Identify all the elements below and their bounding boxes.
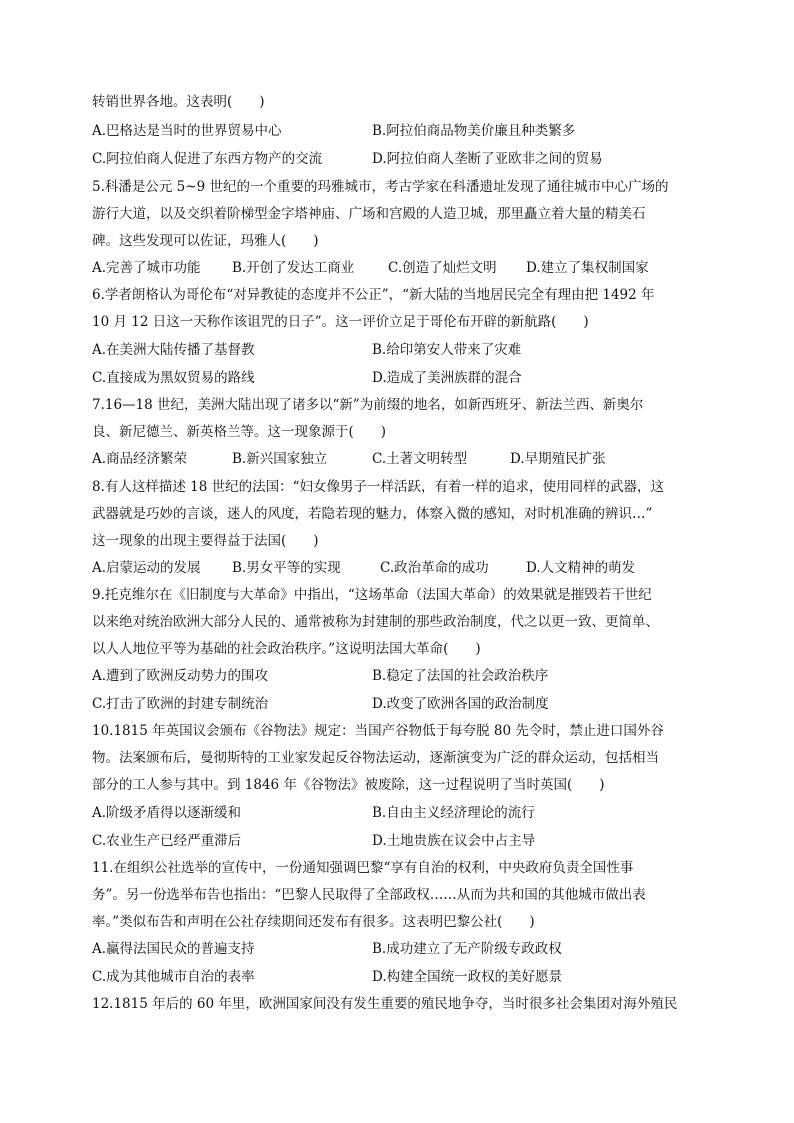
q6-options-row1 <box>92 338 704 362</box>
q7-options-row <box>92 447 704 471</box>
q7-option-d: D.早期殖民扩张 <box>510 451 606 467</box>
q6-option-b: B.给印第安人带来了灾难 <box>372 342 522 358</box>
q5-option-a: A.完善了城市功能 <box>92 260 201 276</box>
q9-stem-line3: 以人人地位平等为基础的社会政治秩序。”这说明法国大革命( ) <box>92 641 481 657</box>
q10-option-d: D.土地贵族在议会中占主导 <box>372 833 536 849</box>
q6-option-c: C.直接成为黑奴贸易的路线 <box>92 370 255 386</box>
q10-stem-line3: 部分的工人参与其中。到 1846 年《谷物法》被废除，这一过程说明了当时英国( ) <box>92 777 605 793</box>
q11-options-row2 <box>92 965 704 989</box>
q10-stem-line2: 物。法案颁布后，曼彻斯特的工业家发起反谷物法运动，逐渐演变为广泛的群众运动，包括相当 <box>92 750 659 766</box>
q10-stem-line1: 10.1815 年英国议会颁布《谷物法》规定：当国产谷物低于每夸脱 80 先令时，禁止进口国外谷 <box>92 723 664 739</box>
q8-option-c: C.政治革命的成功 <box>380 560 489 576</box>
q8-stem-line1: 8.有人这样描述 18 世纪的法国：“妇女像男子一样活跃，有着一样的追求，使用同样的武器，这 <box>92 479 665 495</box>
q8-options-row <box>92 556 704 580</box>
q11-stem-line3: 率。”类似布告和声明在公社存续期间还发布有很多。这表明巴黎公社( ) <box>92 914 535 930</box>
q8-option-a: A.启蒙运动的发展 <box>92 560 201 576</box>
q10-options-row2 <box>92 829 704 853</box>
q5-option-d: D.建立了集权制国家 <box>526 260 649 276</box>
q11-stem-line2: 务”。另一份选举布告也指出：“巴黎人民取得了全部政权……从而为共和国的其他城市做出表 <box>92 887 646 903</box>
q9-options-row1 <box>92 664 704 688</box>
q5-option-b: B.开创了发达工商业 <box>232 260 355 276</box>
q4-option-b: B.阿拉伯商品物美价廉且种类繁多 <box>372 123 576 139</box>
q4-stem-tail: 转销世界各地。这表明( ) <box>92 94 265 110</box>
q4-option-a: A.巴格达是当时的世界贸易中心 <box>92 123 282 139</box>
q8-option-d: D.人文精神的萌发 <box>526 560 636 576</box>
q5-stem-line1: 5.科潘是公元 5~9 世纪的一个重要的玛雅城市，考古学家在科潘遗址发现了通往城市中心广场的 <box>92 179 669 195</box>
q10-option-c: C.农业生产已经严重滞后 <box>92 833 242 849</box>
q8-stem-line2: 武器就是巧妙的言谈，迷人的风度，若隐若现的魅力，体察入微的感知，对时机准确的辨识…” <box>92 506 653 522</box>
q6-option-d: D.造成了美洲族群的混合 <box>372 370 522 386</box>
q11-options-row1 <box>92 937 704 961</box>
q9-option-c: C.打击了欧洲的封建专制统治 <box>92 696 269 712</box>
q5-stem-line3: 碑。这些发现可以佐证，玛雅人( ) <box>92 233 319 249</box>
q8-option-b: B.男女平等的实现 <box>232 560 341 576</box>
q9-stem-line1: 9.托克维尔在《旧制度与大革命》中指出，“这场革命（法国大革命）的效果就是摧毁若干世纪 <box>92 587 652 603</box>
q11-stem-line1: 11.在组织公社选举的宣传中，一份通知强调巴黎“享有自治的权利，中央政府负责全国性事 <box>92 860 634 876</box>
q4-options-row1 <box>92 119 704 143</box>
q11-option-d: D.构建全国统一政权的美好愿景 <box>372 969 563 985</box>
q9-stem-line2: 以来绝对统治欧洲大部分人民的、通常被称为封建制的那些政治制度，代之以更一致、更简单、 <box>92 614 659 630</box>
q12-stem-line1: 12.1815 年后的 60 年里，欧洲国家间没有发生重要的殖民地争夺，当时很多社会集团对海外殖民 <box>92 996 678 1012</box>
q11-option-a: A.赢得法国民众的普遍支持 <box>92 941 255 957</box>
q10-options-row1 <box>92 801 704 825</box>
q5-stem-line2: 游行大道，以及交织着阶梯型金字塔神庙、广场和宫殿的人造卫城，那里矗立着大量的精美石 <box>92 206 646 222</box>
q6-stem-line1: 6.学者朗格认为哥伦布“对异教徒的态度并不公正”，“新大陆的当地居民完全有理由把 1492 年 <box>92 287 655 303</box>
q9-option-a: A.遭到了欧洲反动势力的围攻 <box>92 668 269 684</box>
q10-option-b: B.自由主义经济理论的流行 <box>372 805 535 821</box>
q10-option-a: A.阶级矛盾得以逐渐缓和 <box>92 805 242 821</box>
q4-options-row2 <box>92 147 704 171</box>
q5-options-row <box>92 256 704 280</box>
q9-option-b: B.稳定了法国的社会政治秩序 <box>372 668 549 684</box>
q7-stem-line1: 7.16—18 世纪，美洲大陆出现了诸多以“新”为前缀的地名，如新西班牙、新法兰西、新奥尔 <box>92 397 644 413</box>
q11-option-c: C.成为其他城市自治的表率 <box>92 969 255 985</box>
q6-stem-line2: 10 月 12 日这一天称作该诅咒的日子”。这一评价立足于哥伦布开辟的新航路( ) <box>92 314 589 330</box>
q11-option-b: B.成功建立了无产阶级专政政权 <box>372 941 562 957</box>
q9-options-row2 <box>92 692 704 716</box>
q5-option-c: C.创造了灿烂文明 <box>388 260 497 276</box>
q7-option-a: A.商品经济繁荣 <box>92 451 188 467</box>
q4-option-d: D.阿拉伯商人垄断了亚欧非之间的贸易 <box>372 151 603 167</box>
q8-stem-line3: 这一现象的出现主要得益于法国( ) <box>92 533 319 549</box>
q6-option-a: A.在美洲大陆传播了基督教 <box>92 342 255 358</box>
q6-options-row2 <box>92 366 704 390</box>
q9-option-d: D.改变了欧洲各国的政治制度 <box>372 696 549 712</box>
q7-stem-line2: 良、新尼德兰、新英格兰等。这一现象源于( ) <box>92 424 387 440</box>
q7-option-b: B.新兴国家独立 <box>232 451 328 467</box>
q7-option-c: C.土著文明转型 <box>372 451 468 467</box>
q4-option-c: C.阿拉伯商人促进了东西方物产的交流 <box>92 151 323 167</box>
